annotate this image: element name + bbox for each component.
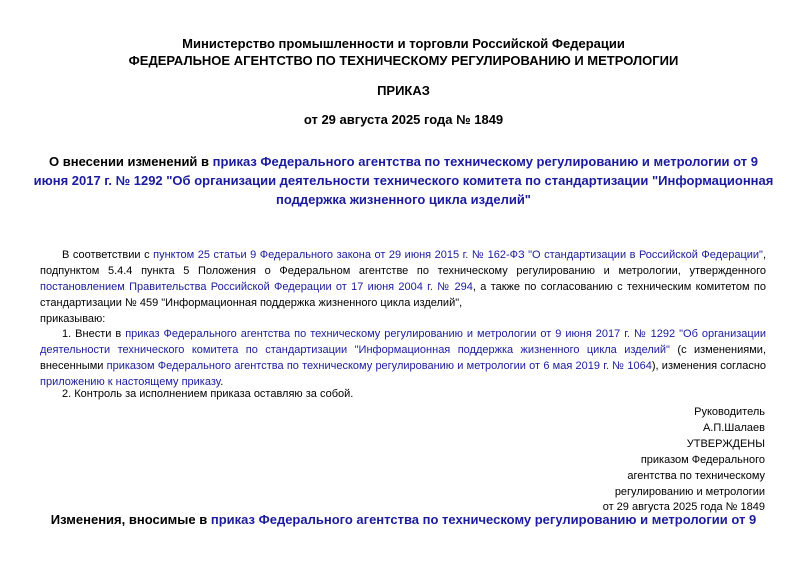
order-1064-link[interactable]: приказом Федерального агентства по техническому регулированию и метрологии от 6 мая 2019 г. № 1064 (106, 360, 652, 372)
approved-line-5: от 29 августа 2025 года № 1849 (602, 501, 765, 513)
appendix-link[interactable]: приложению к настоящему приказу (40, 376, 221, 388)
item-1-text-4: . (220, 376, 224, 388)
item-2-paragraph: 2. Контроль за исполнением приказа оставляю за собой. (62, 388, 354, 400)
order-1292-link[interactable]: приказ Федерального агентства по техническому регулированию и метрологии от 9 июня 2017 г. № 1292 "Об организации деятельности технического комитета по стандартизации "Информационная поддержка жизненного цикла изделий" (40, 328, 766, 356)
signature-name: А.П.Шалаев (702, 422, 765, 434)
agency-name: ФЕДЕРАЛЬНОЕ АГЕНТСТВО ПО ТЕХНИЧЕСКОМУ РЕГУЛИРОВАНИЮ И МЕТРОЛОГИИ (128, 53, 679, 68)
federal-law-link[interactable]: пунктом 25 статьи 9 Федерального закона от 29 июня 2015 г. № 162-ФЗ "О стандартизации в Российской Федерации" (153, 249, 763, 261)
item-1-text-3: ), изменения согласно (651, 360, 767, 372)
changes-title-prefix: Изменения, вносимые в (50, 512, 208, 527)
preamble-text-1: В соответствии с (62, 249, 150, 261)
doc-title (30, 152, 777, 209)
preamble-text-3: , а также по согласованию с техническим комитетом по стандартизации № 459 "Информационная поддержка жизненного цикла изделий", (40, 281, 766, 309)
signature-position: Руководитель (694, 406, 765, 418)
item-1-text-2: (с изменениями, внесенными (40, 344, 766, 372)
ministry-name: Министерство промышленности и торговли Российской Федерации (182, 36, 625, 51)
approved-line-4: регулированию и метрологии (614, 486, 765, 498)
item-1-text-1: 1. Внести в (62, 328, 122, 340)
order-word: приказываю: (40, 313, 106, 325)
government-decree-link[interactable]: постановлением Правительства Российской Федерации от 17 июня 2004 г. № 294 (40, 281, 473, 293)
preamble-text-2: , подпунктом 5.4.4 пункта 5 Положения о Федеральном агентстве по техническому регулированию и метрологии, утвержденного (40, 249, 766, 277)
doc-type: ПРИКАЗ (377, 83, 430, 98)
approved-line-3: агентства по техническому (627, 470, 765, 482)
changes-title (0, 512, 807, 527)
preamble-paragraph (40, 247, 766, 311)
title-order-link[interactable]: приказ Федерального агентства по техническому регулированию и метрологии от 9 июня 2017 г. № 1292 "Об организации деятельности технического комитета по стандартизации "Информационная поддержка жизненного цикла изделий" (33, 154, 774, 207)
doc-date-number: от 29 августа 2025 года № 1849 (303, 112, 504, 127)
approved-heading: УТВЕРЖДЕНЫ (686, 438, 765, 450)
item-1-paragraph (40, 326, 766, 390)
changes-title-link[interactable]: приказ Федерального агентства по техническому регулированию и метрологии от 9 (210, 512, 757, 527)
title-prefix: О внесении изменений в (49, 154, 210, 169)
approved-line-2: приказом Федерального (640, 454, 765, 466)
